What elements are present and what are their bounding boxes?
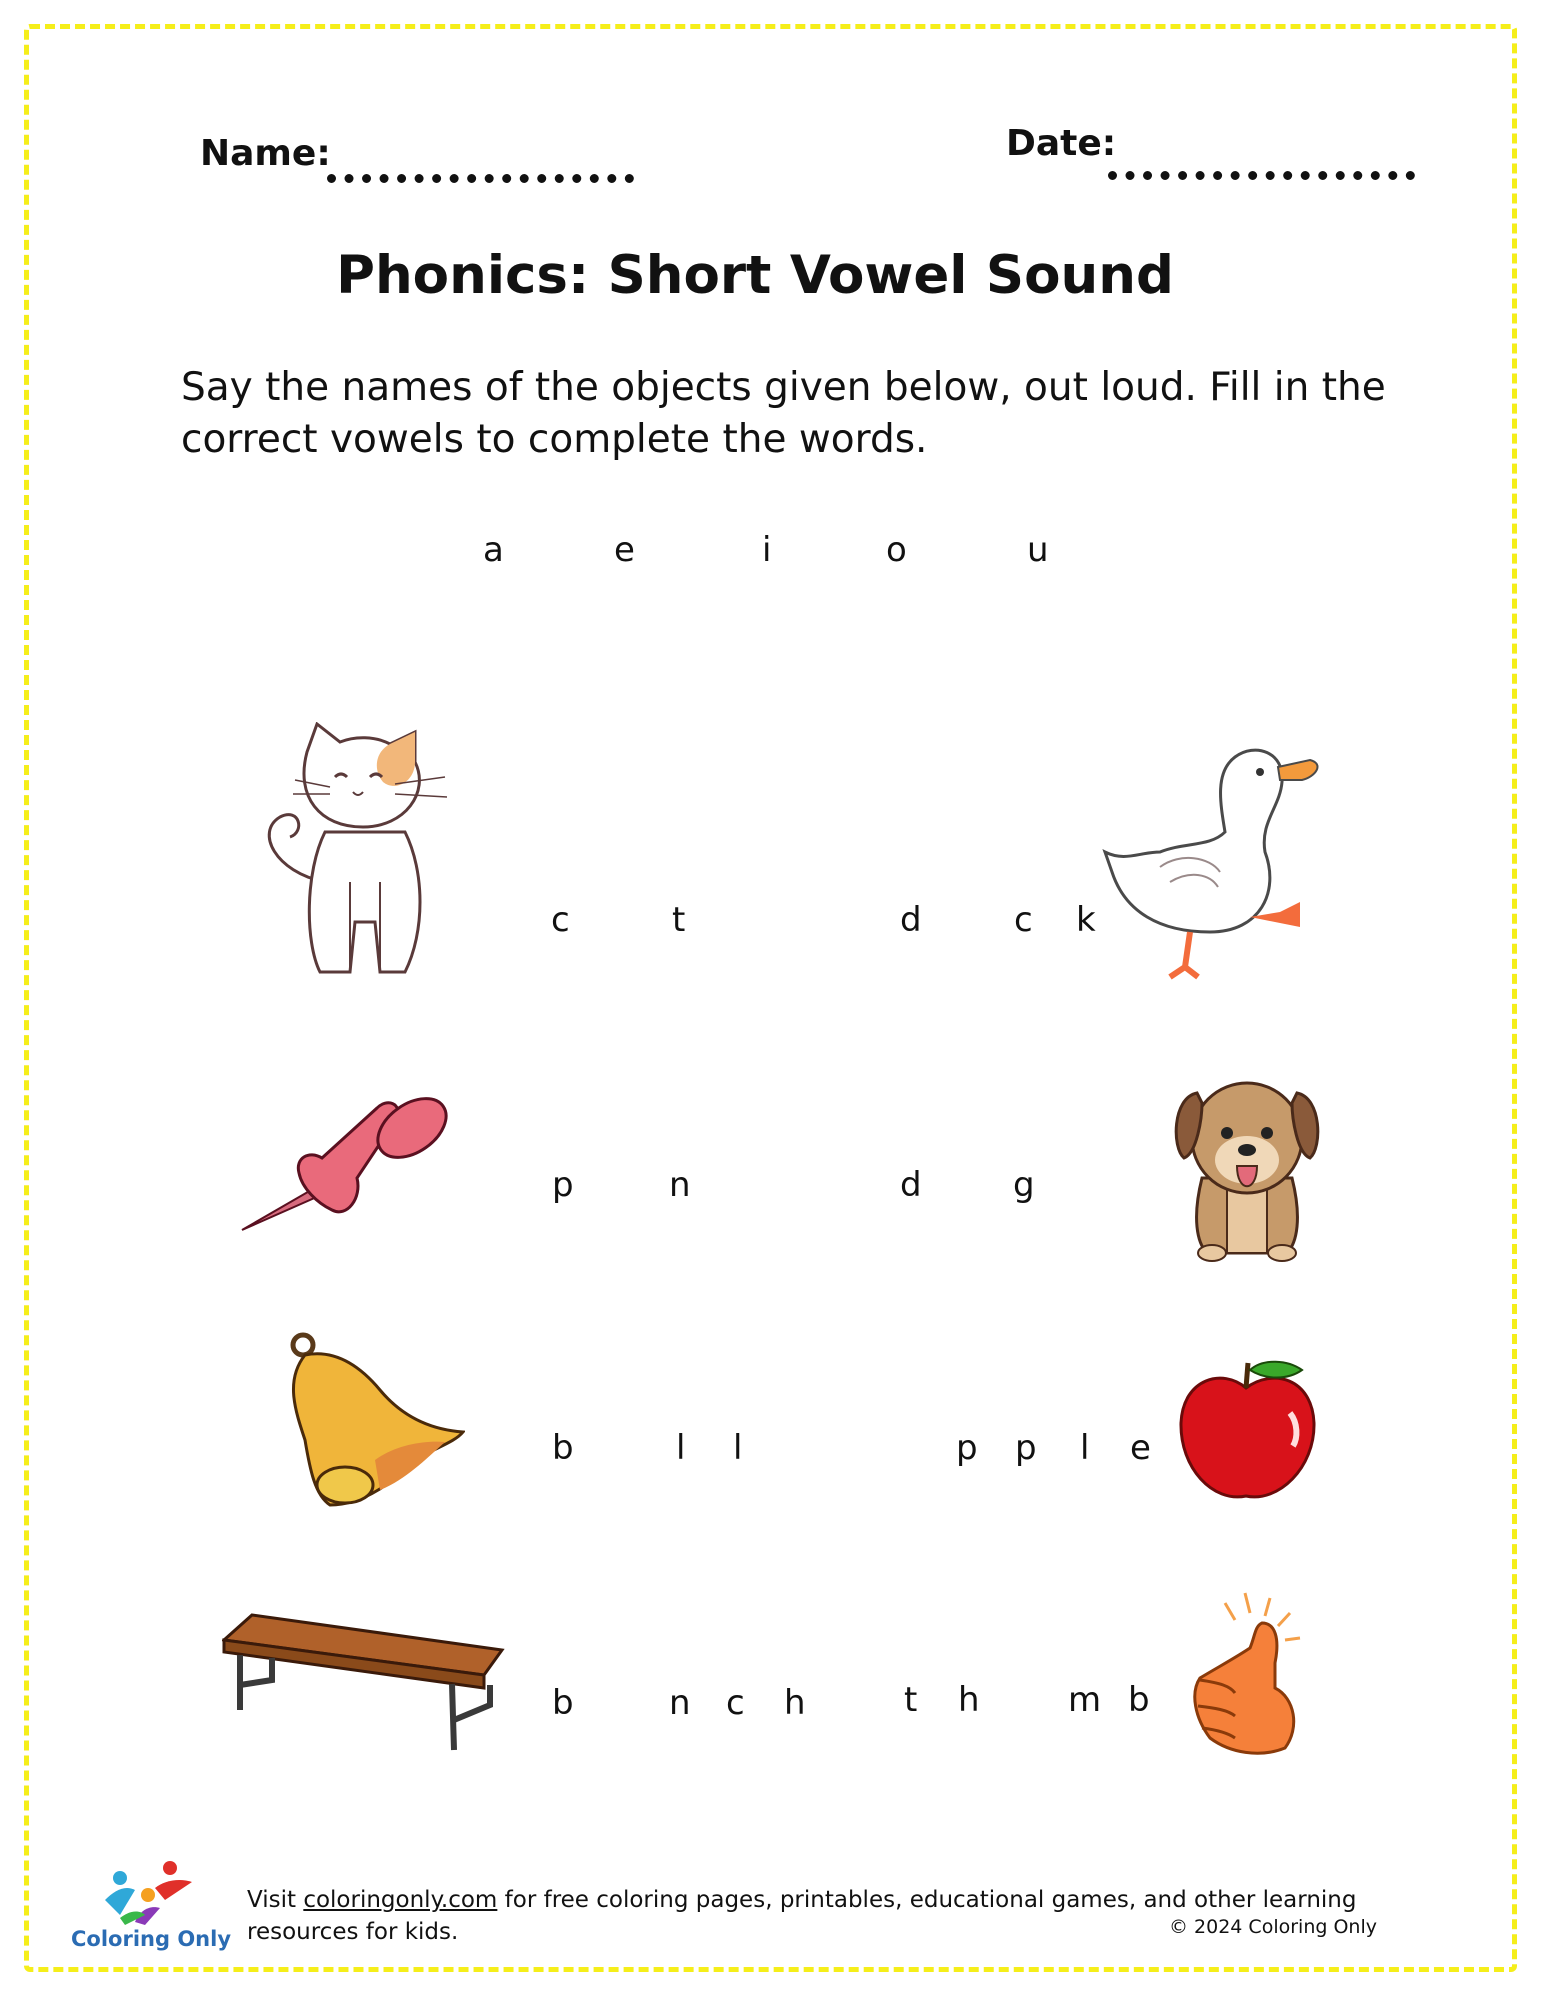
instructions: Say the names of the objects given below, out loud. Fill in the correct vowels to complete the words. [181,365,1386,462]
thumb-letter-4: b [1128,1680,1150,1720]
vowel-o: o [886,530,907,570]
thumb-letter-2: h [958,1680,980,1720]
page-title: Phonics: Short Vowel Sound [336,245,1174,306]
duck-letter-2: c [1014,900,1033,940]
bench-icon [222,1610,507,1755]
copyright: © 2024 Coloring Only [1169,1916,1377,1938]
date-line[interactable] [1108,165,1415,180]
footer-rest: for free coloring pages, printables, educational games, and other learning resources for kids. [247,1887,1357,1945]
bench-letter-2: n [669,1683,691,1723]
cat-icon [255,722,475,984]
bell-letter-3: l [733,1428,743,1468]
duck-icon [1100,742,1325,982]
pin-letter-2: n [669,1165,691,1205]
apple-letter-4: e [1130,1428,1151,1468]
apple-letter-3: l [1080,1428,1090,1468]
dog-letter-1: d [900,1165,922,1205]
dog-icon [1172,1068,1322,1265]
duck-letter-1: d [900,900,922,940]
dog-letter-2: g [1013,1165,1035,1205]
coloring-only-logo-icon [100,1860,195,1925]
date-label: Date: [1006,123,1117,164]
vowel-u: u [1027,530,1049,570]
bell-icon [285,1330,465,1510]
bench-letter-1: b [552,1683,574,1723]
vowel-i: i [762,530,772,570]
bell-letter-2: l [676,1428,686,1468]
pin-letter-1: p [552,1165,574,1205]
apple-letter-1: p [956,1428,978,1468]
duck-letter-3: k [1076,900,1096,940]
logo-text: Coloring Only [71,1927,232,1951]
apple-letter-2: p [1015,1428,1037,1468]
bench-letter-4: h [784,1683,806,1723]
thumb-letter-3: m [1068,1680,1102,1720]
cat-letter-1: c [551,900,570,940]
push-pin-icon [237,1088,457,1238]
thumb-letter-1: t [904,1680,918,1720]
footer-visit: Visit [247,1887,304,1913]
footer-link[interactable]: coloringonly.com [303,1887,498,1913]
vowel-a: a [483,530,504,570]
apple-icon [1178,1358,1318,1503]
bench-letter-3: c [726,1683,745,1723]
name-line[interactable] [327,168,634,183]
cat-letter-2: t [672,900,686,940]
name-label: Name: [200,133,331,174]
bell-letter-1: b [552,1428,574,1468]
thumbs-up-icon [1190,1588,1320,1758]
vowel-e: e [614,530,635,570]
